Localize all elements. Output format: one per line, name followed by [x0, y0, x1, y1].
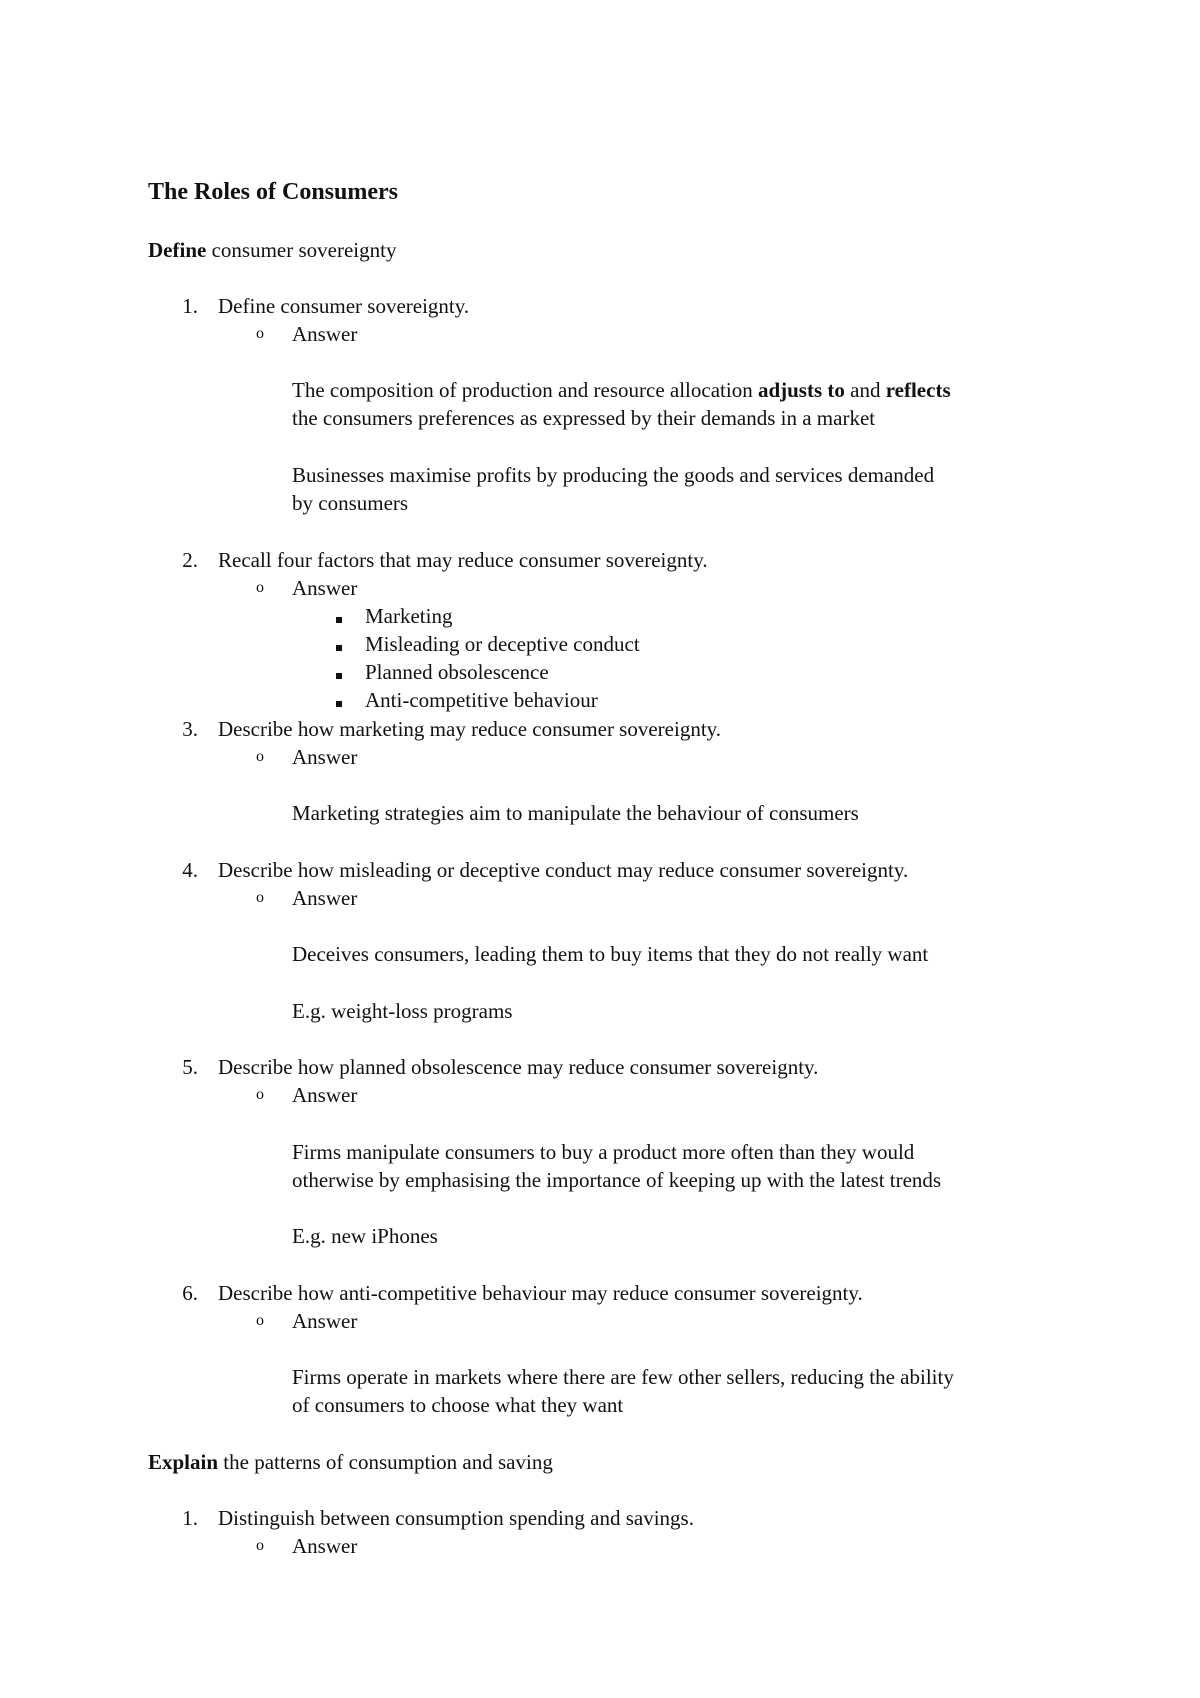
circle-bullet-icon: o — [256, 889, 264, 906]
answer-text: of consumers to choose what they want — [292, 1393, 624, 1417]
answer-label: Answer — [292, 1534, 358, 1558]
question-text: Describe how marketing may reduce consumer sovereignty. — [218, 717, 722, 741]
circle-bullet-icon: o — [256, 748, 264, 765]
question-text: Describe how anti-competitive behaviour may reduce consumer sovereignty. — [218, 1281, 863, 1305]
question-number: 5. — [182, 1055, 198, 1079]
list-item: Planned obsolescence — [365, 660, 549, 684]
section-heading-text: the patterns of consumption and saving — [218, 1450, 553, 1474]
circle-bullet-icon: o — [256, 1312, 264, 1329]
answer-text: the consumers preferences as expressed by their demands in a market — [292, 406, 876, 430]
answer-text: Firms manipulate consumers to buy a product more often than they would — [292, 1140, 915, 1164]
question-number: 1. — [182, 1506, 198, 1530]
answer-text: by consumers — [292, 491, 409, 515]
answer-label: Answer — [292, 1309, 358, 1333]
question-number: 1. — [182, 294, 198, 318]
question-number: 6. — [182, 1281, 198, 1305]
answer-text: otherwise by emphasising the importance of keeping up with the latest trends — [292, 1168, 942, 1192]
answer-text: E.g. new iPhones — [292, 1224, 438, 1248]
question-text: Describe how planned obsolescence may reduce consumer sovereignty. — [218, 1055, 819, 1079]
page-title: The Roles of Consumers — [148, 179, 398, 205]
answer-text: Marketing strategies aim to manipulate the behaviour of consumers — [292, 801, 859, 825]
question-number: 4. — [182, 858, 198, 882]
question-text: Recall four factors that may reduce consumer sovereignty. — [218, 548, 708, 572]
answer-text: E.g. weight-loss programs — [292, 999, 513, 1023]
answer-emphasis: adjusts to — [757, 378, 845, 402]
list-item: Anti-competitive behaviour — [365, 688, 598, 712]
square-bullet-icon — [336, 686, 342, 714]
section-heading-keyword: Define — [148, 238, 207, 262]
list-item: Misleading or deceptive conduct — [365, 632, 640, 656]
section-heading-text: consumer sovereignty — [206, 238, 397, 262]
answer-text: Businesses maximise profits by producing the goods and services demanded — [292, 463, 935, 487]
answer-label: Answer — [292, 1083, 358, 1107]
answer-label: Answer — [292, 322, 358, 346]
answer-label: Answer — [292, 886, 358, 910]
section-heading — [148, 236, 396, 264]
circle-bullet-icon: o — [256, 1537, 264, 1554]
answer-text: Firms operate in markets where there are few other sellers, reducing the ability — [292, 1365, 954, 1389]
question-text: Describe how misleading or deceptive conduct may reduce consumer sovereignty. — [218, 858, 909, 882]
answer-label: Answer — [292, 576, 358, 600]
square-bullet-icon — [336, 658, 342, 686]
question-number: 3. — [182, 717, 198, 741]
answer-paragraph — [292, 376, 951, 404]
square-bullet-icon — [336, 602, 342, 630]
circle-bullet-icon: o — [256, 1086, 264, 1103]
list-item: Marketing — [365, 604, 453, 628]
answer-label: Answer — [292, 745, 358, 769]
section-heading-keyword: Explain — [148, 1450, 219, 1474]
question-number: 2. — [182, 548, 198, 572]
question-text: Distinguish between consumption spending and savings. — [218, 1506, 694, 1530]
answer-emphasis: reflects — [885, 378, 951, 402]
answer-text: The composition of production and resource allocation — [292, 378, 758, 402]
section-heading — [148, 1448, 553, 1476]
answer-text: and — [844, 378, 886, 402]
circle-bullet-icon: o — [256, 579, 264, 596]
circle-bullet-icon: o — [256, 325, 264, 342]
square-bullet-icon — [336, 630, 342, 658]
question-text: Define consumer sovereignty. — [218, 294, 470, 318]
answer-text: Deceives consumers, leading them to buy items that they do not really want — [292, 942, 929, 966]
